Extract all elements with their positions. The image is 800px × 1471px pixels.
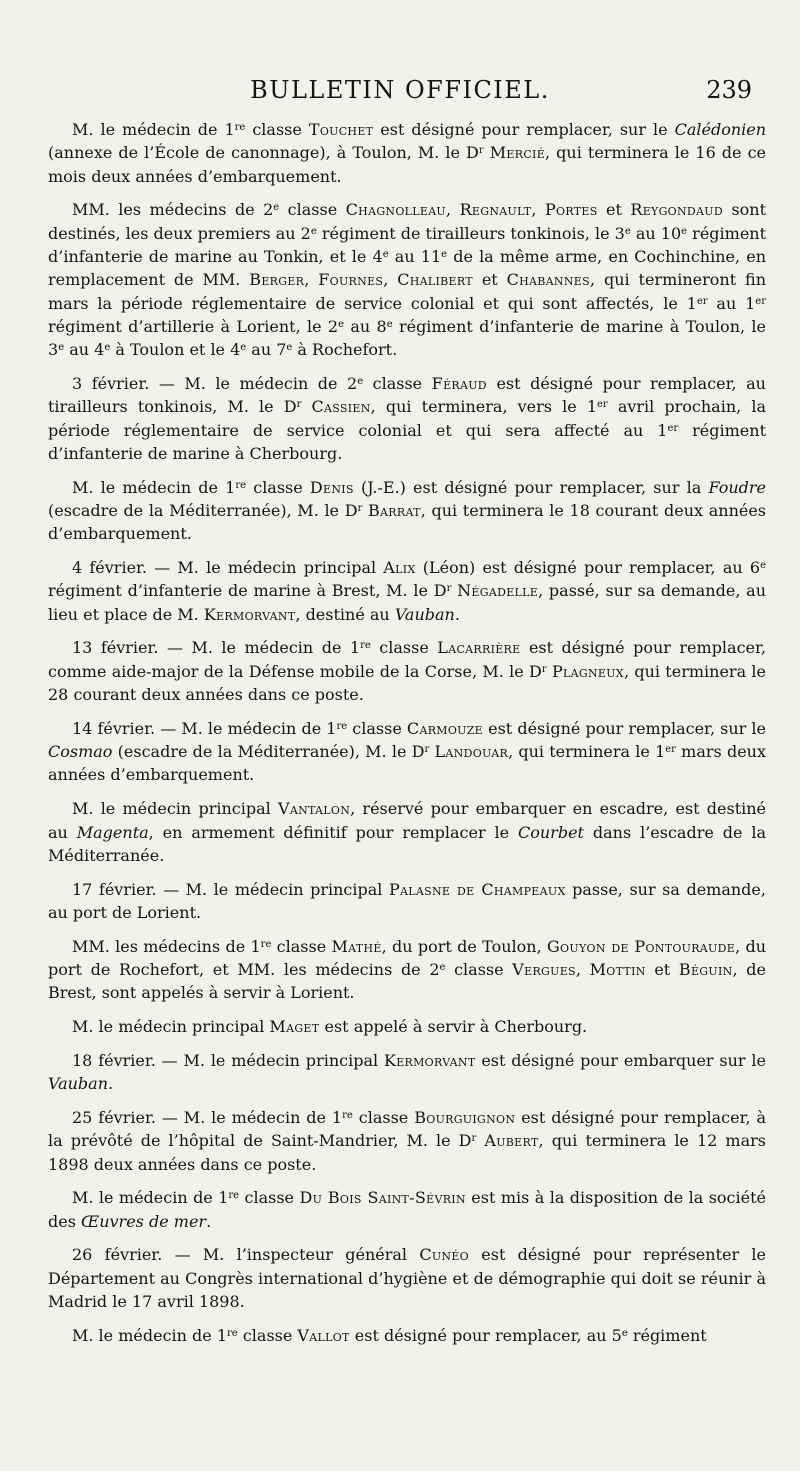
text-run: régiment d’infanterie de marine au Tonkin, et le 4 <box>48 223 767 266</box>
page-header <box>48 76 752 112</box>
paragraph <box>48 717 766 787</box>
text-run: (escadre de la Méditerranée), M. le D <box>112 742 425 762</box>
paragraph <box>48 636 766 706</box>
person-name: Vallot <box>297 1325 350 1345</box>
text-run: (J.-E.) est désigné pour remplacer, sur la <box>353 477 709 497</box>
text-run: , destiné au <box>295 604 395 624</box>
text-run: , <box>383 270 398 290</box>
text-run: au 8 <box>344 316 387 336</box>
person-name: Mercié <box>489 143 546 163</box>
superscript: e <box>104 342 111 354</box>
text-run: à Rochefort. <box>292 340 398 360</box>
person-name: Chagnolleau <box>345 200 447 220</box>
text-run: et <box>597 200 631 220</box>
person-name: Béguin <box>678 960 733 979</box>
person-name: Maget <box>269 1017 320 1037</box>
text-run: , de Brest, sont appelés à servir à Lorient. <box>48 960 766 1003</box>
ship-name: Cosmao <box>48 742 113 762</box>
person-name: Cunéo <box>419 1245 469 1265</box>
person-name: Carmouze <box>406 718 483 738</box>
superscript: re <box>342 1109 353 1121</box>
person-name: Touchet <box>308 120 374 139</box>
superscript: e <box>357 375 364 387</box>
superscript: e <box>310 225 317 237</box>
superscript: re <box>260 938 272 950</box>
text-run: est désigné pour remplacer, comme aide-major de la Défense mobile de la Corse, M. le D <box>48 638 766 681</box>
ship-name: Magenta <box>76 822 149 842</box>
person-name: Denis <box>309 477 354 497</box>
superscript: e <box>439 962 446 973</box>
person-name: Kermorvant <box>383 1050 476 1070</box>
person-name: Vantalon <box>277 799 351 819</box>
text-run: mars deux années d’embarquement. <box>48 742 766 785</box>
text-run: de la même arme, en Cochinchine, en remplacement de MM. <box>48 246 767 290</box>
text-run: . <box>206 1211 212 1231</box>
text-run: , <box>446 200 460 220</box>
text-run: classe <box>245 120 309 139</box>
text-run <box>301 397 311 416</box>
text-run: régiment d’artillerie à Lorient, le 2 <box>48 316 339 336</box>
superscript: r <box>446 583 452 595</box>
text-run: 26 février. — M. l’inspecteur général <box>72 1245 420 1265</box>
text-run: (Léon) est désigné pour remplacer, au 6 <box>415 558 761 578</box>
text-run: 14 février. — M. le médecin de 1 <box>72 718 337 738</box>
text-run: est désigné pour représenter le Département au Congrès international d’hygiène et de démographie qui doit se réunir à Madrid le 17 avril 1898. <box>48 1245 766 1312</box>
person-name: Chabannes <box>506 270 590 290</box>
paragraph <box>48 118 766 188</box>
text-run: classe <box>352 1107 415 1127</box>
text-run: , qui terminera le 18 courant deux années d’embarquement. <box>48 500 767 544</box>
paragraph <box>48 1106 766 1176</box>
superscript: r <box>541 663 547 675</box>
text-run: M. le médecin principal <box>72 1017 270 1037</box>
superscript: er <box>755 295 766 307</box>
text-run: , qui terminera le 16 de ce mois deux années d’embarquement. <box>48 143 766 186</box>
text-run: , réservé pour embarquer en escadre, est destiné au <box>48 799 767 842</box>
ship-name: Œuvres de mer <box>81 1211 207 1231</box>
superscript: re <box>227 1327 238 1339</box>
text-run: régiment d’infanterie de marine à Cherbourg. <box>48 420 767 463</box>
text-run: M. le médecin de 1 <box>72 1188 229 1208</box>
text-run: régiment <box>627 1325 707 1345</box>
text-run: au 10 <box>630 223 682 243</box>
paragraph <box>48 1186 766 1233</box>
person-name: Lacarrière <box>437 638 521 658</box>
text-run: , qui terminera, vers le 1 <box>370 397 597 417</box>
person-name: Mottin <box>589 960 646 979</box>
superscript: e <box>441 248 448 260</box>
superscript: e <box>273 202 280 214</box>
superscript: r <box>424 744 430 756</box>
text-run: M. le médecin de 1 <box>72 1325 228 1345</box>
superscript: er <box>597 399 608 411</box>
superscript: e <box>760 560 766 572</box>
text-run: classe <box>347 718 407 738</box>
text-run: , <box>304 270 319 290</box>
text-run: au 4 <box>64 340 105 360</box>
text-run: , du port de Toulon, <box>381 936 547 956</box>
text-run: régiment de tirailleurs tonkinois, le 3 <box>316 223 625 243</box>
superscript: e <box>681 225 688 237</box>
ship-name: Foudre <box>708 477 766 497</box>
person-name: Plagneux <box>551 661 624 681</box>
text-run: au 11 <box>388 246 442 266</box>
superscript: e <box>58 342 65 354</box>
text-run: classe <box>246 477 310 497</box>
text-run: , passé, sur sa demande, au lieu et place de M. <box>48 581 767 624</box>
paragraph <box>48 1324 766 1347</box>
paragraph <box>48 1049 766 1096</box>
person-name: Cassien <box>311 397 371 417</box>
text-run: passe, sur sa demande, au port de Lorient. <box>48 879 766 922</box>
person-name: Aubert <box>484 1131 539 1151</box>
person-name: Alix <box>383 558 416 578</box>
text-run: classe <box>237 1325 298 1345</box>
superscript: r <box>478 145 484 157</box>
person-name: Vergues <box>512 960 576 979</box>
person-name: Mathé <box>331 936 382 956</box>
superscript: er <box>667 422 679 434</box>
text-run: M. le médecin de 1 <box>72 120 235 139</box>
text-run: , <box>575 960 590 979</box>
document-body <box>48 118 766 1358</box>
superscript: er <box>665 744 676 756</box>
ship-name: Calédonien <box>674 120 767 139</box>
person-name: Berger <box>249 270 305 290</box>
text-run: , du port de Rochefort, et MM. les médecins de 2 <box>48 936 767 979</box>
text-run: classe <box>370 638 438 658</box>
text-run: 18 février. — M. le médecin principal <box>72 1050 384 1070</box>
text-run: , qui terminera le 28 courant deux années dans ce poste. <box>48 661 767 705</box>
text-run: est appelé à servir à Cherbourg. <box>319 1017 588 1037</box>
text-run: classe <box>363 373 432 393</box>
text-run: 13 février. — M. le médecin de 1 <box>72 638 361 658</box>
text-run: est désigné pour remplacer, au 5 <box>349 1325 622 1345</box>
paragraph <box>48 198 766 361</box>
person-name: Landouar <box>434 742 509 762</box>
paragraph <box>48 372 766 465</box>
superscript: e <box>338 318 345 330</box>
text-run: est désigné pour remplacer, sur le <box>373 120 675 139</box>
text-run: MM. les médecins de 2 <box>72 200 274 220</box>
text-run: classe <box>271 936 332 956</box>
text-run: et <box>645 960 679 979</box>
superscript: re <box>235 479 247 491</box>
text-run: . <box>108 1074 114 1094</box>
text-run: est désigné pour remplacer, à la prévôté de l’hôpital de Saint-Mandrier, M. le D <box>48 1107 767 1151</box>
text-run: sont destinés, les deux premiers au 2 <box>48 200 767 243</box>
person-name: Reygondaud <box>630 200 723 220</box>
text-run: classe <box>445 960 513 979</box>
text-run: , <box>531 200 545 220</box>
text-run: 4 février. — M. le médecin principal <box>72 558 384 578</box>
paragraph <box>48 935 766 1005</box>
paragraph <box>48 1243 766 1313</box>
text-run: 3 février. — M. le médecin de 2 <box>72 373 358 393</box>
text-run: avril prochain, la période réglementaire de service colonial et qui sera affecté au 1 <box>48 397 766 440</box>
person-name: Négadelle <box>457 581 539 601</box>
person-name: Barrat <box>367 500 421 520</box>
superscript: er <box>696 295 708 307</box>
text-run: classe <box>239 1188 300 1208</box>
text-run: 25 février. — M. le médecin de 1 <box>72 1107 343 1127</box>
text-run: et <box>472 270 507 290</box>
paragraph <box>48 797 766 867</box>
person-name: Du Bois Saint-Sévrin <box>299 1188 466 1208</box>
text-run: . <box>454 604 460 624</box>
text-run: est désigné pour remplacer, au tirailleurs tonkinois, M. le D <box>48 373 766 417</box>
text-run: est désigné pour embarquer sur le <box>475 1050 766 1070</box>
person-name: Bourguignon <box>414 1107 516 1127</box>
text-run: , qui terminera le 12 mars 1898 deux années dans ce poste. <box>48 1131 766 1174</box>
person-name: Féraud <box>431 373 487 393</box>
person-name: Fournes <box>318 270 384 290</box>
text-run: (escadre de la Méditerranée), M. le D <box>48 500 358 520</box>
person-name: Regnault <box>459 200 532 220</box>
text-run: MM. les médecins de 1 <box>72 936 261 956</box>
text-run: est mis à la disposition de la société des <box>48 1188 766 1231</box>
paragraph <box>48 878 766 925</box>
superscript: re <box>234 122 246 133</box>
text-run: classe <box>279 200 346 220</box>
paragraph <box>48 476 766 546</box>
person-name: Chalibert <box>397 270 473 290</box>
superscript: re <box>336 720 348 732</box>
text-run: , qui terminera le 1 <box>508 742 666 762</box>
ship-name: Vauban <box>394 604 455 624</box>
ship-name: Courbet <box>518 822 584 842</box>
text-run: au 7 <box>246 340 287 360</box>
superscript: e <box>386 318 393 330</box>
text-run: dans l’escadre de la Méditerranée. <box>48 822 766 865</box>
superscript: e <box>240 342 247 354</box>
person-name: Palasne de Champeaux <box>388 879 566 899</box>
text-run: , en armement définitif pour remplacer le <box>148 822 518 842</box>
ship-name: Vauban <box>48 1074 109 1094</box>
person-name: Gouyon de Pontouraude <box>546 936 736 956</box>
text-run: 17 février. — M. le médecin principal <box>72 879 389 899</box>
page-number: 239 <box>706 76 752 104</box>
paragraph <box>48 556 766 626</box>
text-run: régiment d’infanterie de marine à Toulon, le 3 <box>48 316 766 360</box>
text-run: M. le médecin principal <box>72 799 278 819</box>
superscript: r <box>296 399 302 411</box>
superscript: r <box>357 502 363 514</box>
text-run: régiment d’infanterie de marine à Brest, M. le D <box>48 581 447 601</box>
text-run: , qui termineront fin mars la période réglementaire de service colonial et qui sont affectés, le 1 <box>48 270 767 313</box>
superscript: re <box>228 1190 240 1202</box>
header-title: BULLETIN OFFICIEL. <box>250 76 550 104</box>
text-run: est désigné pour remplacer, sur le <box>483 718 767 738</box>
superscript: e <box>624 225 631 237</box>
text-run: M. le médecin de 1 <box>72 477 236 497</box>
paragraph <box>48 1015 766 1038</box>
person-name: Portes <box>544 200 598 220</box>
superscript: e <box>382 248 389 260</box>
text-run: au 1 <box>707 293 756 313</box>
superscript: re <box>360 640 371 652</box>
person-name: Kermorvant <box>203 604 296 624</box>
text-run: (annexe de l’École de canonnage), à Toulon, M. le D <box>48 143 479 163</box>
superscript: e <box>286 342 293 354</box>
text-run: à Toulon et le 4 <box>110 340 241 360</box>
superscript: r <box>471 1133 477 1145</box>
superscript: e <box>621 1327 628 1339</box>
